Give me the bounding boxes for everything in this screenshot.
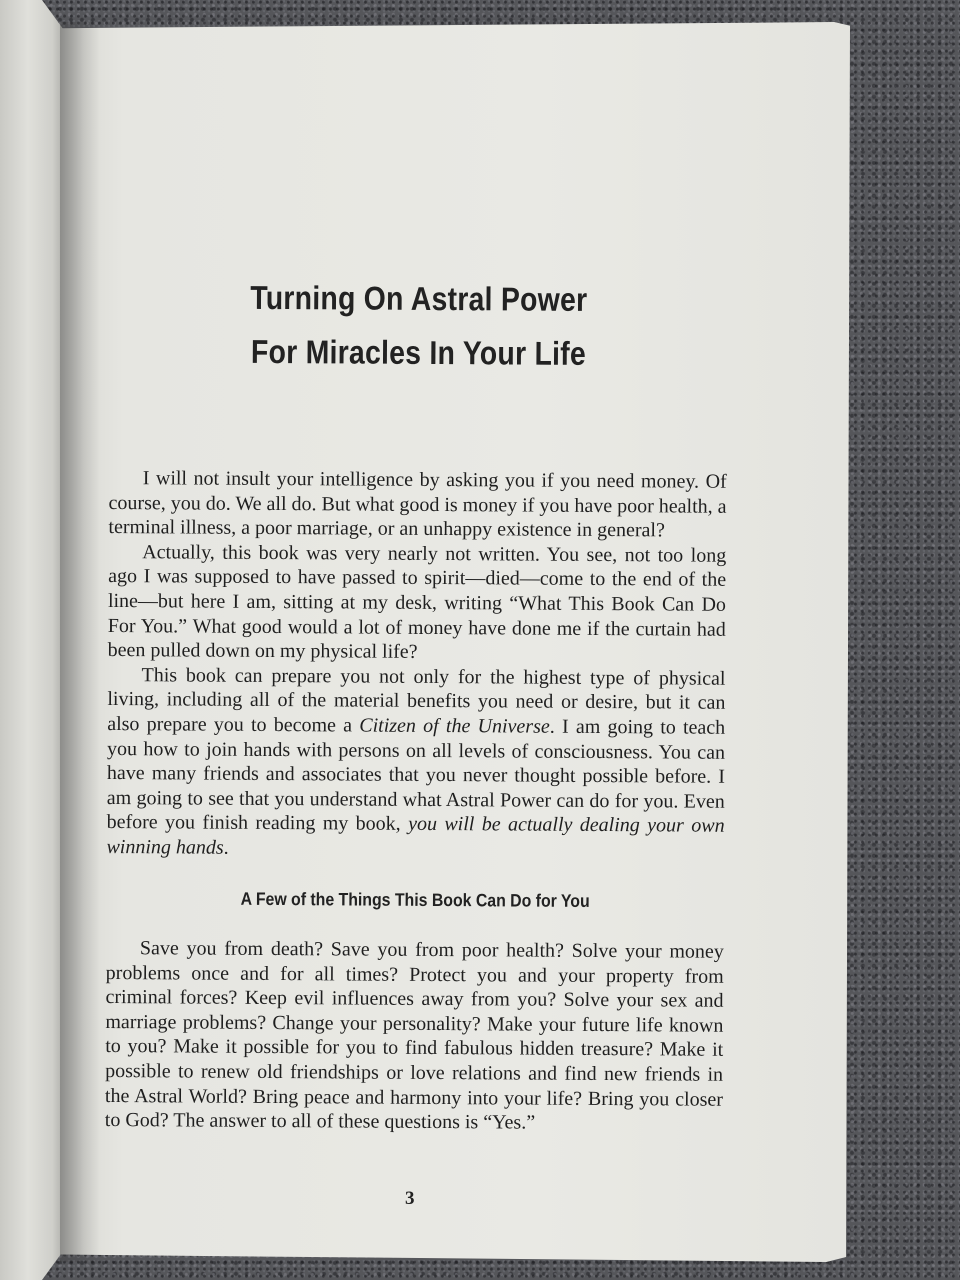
italic-text: Citizen of the Universe xyxy=(359,714,550,738)
italic-text: you will be actually dealing your own winning hands xyxy=(106,813,725,859)
text-run: . I am going to teach you how to join hands with persons on all levels of consciousness. You can have many friends and associates that you never thought possible before. I am going to see that you understand what Astral Power can do for you. Even before you finish reading my book, xyxy=(106,715,726,836)
intro-paragraphs xyxy=(106,466,726,863)
text-run: . xyxy=(223,836,229,859)
paragraph xyxy=(108,540,727,667)
body-text xyxy=(105,466,727,1137)
section-subheading: A Few of the Things This Book Can Do for You xyxy=(240,888,590,911)
text-run: Save you from death? Save you from poor health? Solve your money problems once and for all times? Protect you and your property from criminal forces? Keep evil influences away from you? Solve your sex and marriage problems? Change your personality? Make your future life known to you? Make it possible for you to find fabulous hidden treasure? Make it possible to renew old friendships or love relations and find new friends in the Astral World? Bring peace and harmony into your life? Bring you closer to God? The answer to all of these questions is “Yes.” xyxy=(104,937,724,1134)
text-run: Actually, this book was very nearly not written. You see, not too long ago I was supposed to have passed to spirit—died—come to the end of the line—but here I am, sitting at my desk, writing “What This Book Can Do For You.” What good would a lot of money have done me if the curtain had been pulled down on my physical life? xyxy=(107,540,727,664)
text-run: I will not insult your intelligence by asking you if you need money. Of course, you do. We all do. But what good is money if you have poor health, a terminal illness, a poor marriage, or an unhappy existence in general? xyxy=(108,467,727,542)
paragraph xyxy=(105,936,724,1137)
paragraph xyxy=(108,466,726,544)
chapter-title-line-1: Turning On Astral Power xyxy=(250,278,588,318)
page-number: 3 xyxy=(405,1188,415,1209)
chapter-title xyxy=(153,270,685,381)
spine-shadow xyxy=(60,22,100,1262)
section-paragraphs xyxy=(105,936,724,1137)
page-content xyxy=(105,270,728,1137)
paragraph xyxy=(106,663,725,864)
text-run: This book can prepare you not only for the highest type of physical living, including all of the material benefits you need or desire, but it can also prepare you to become a xyxy=(107,663,726,737)
chapter-title-line-2: For Miracles In Your Life xyxy=(250,332,587,372)
